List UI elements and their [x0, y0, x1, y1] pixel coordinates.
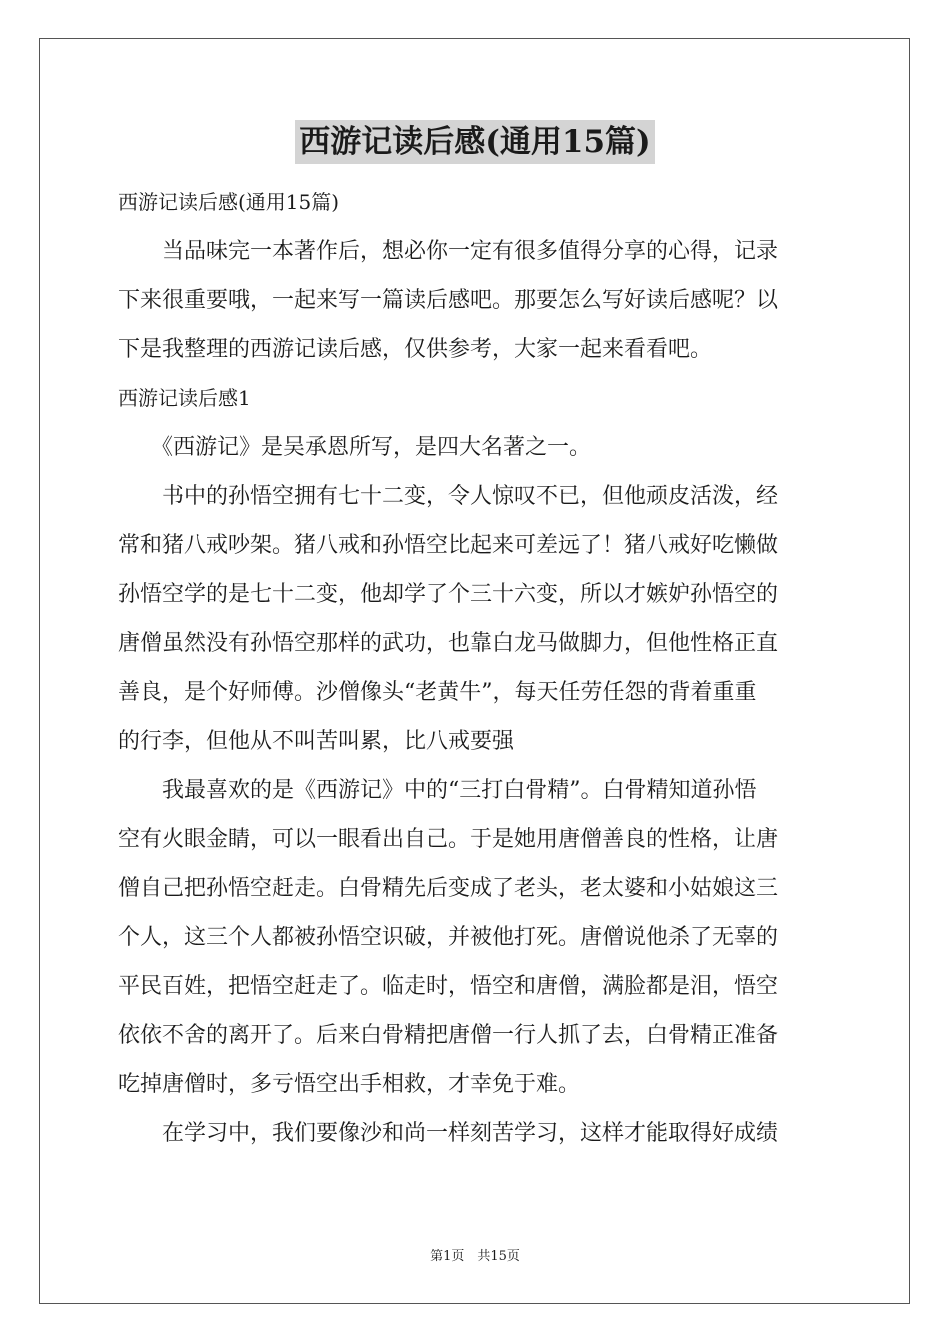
text-line: 《西游记》是吴承恩所写，是四大名著之一。: [118, 435, 592, 460]
document-body: [118, 178, 832, 1158]
page-footer: 第1页 共15页: [430, 1249, 520, 1264]
text-line: 吃掉唐僧时，多亏悟空出手相救，才幸免于难。: [118, 1072, 581, 1097]
text-line: 平民百姓，把悟空赶走了。临走时，悟空和唐僧，满脸都是泪，悟空: [118, 974, 779, 999]
text-line: 僧自己把孙悟空赶走。白骨精先后变成了老头，老太婆和小姑娘这三: [118, 876, 779, 901]
text-line: 下来很重要哦，一起来写一篇读后感吧。那要怎么写好读后感呢？以: [118, 288, 779, 313]
text-line: 个人，这三个人都被孙悟空识破，并被他打死。唐僧说他杀了无辜的: [118, 925, 779, 950]
text-line: 依依不舍的离开了。后来白骨精把唐僧一行人抓了去，白骨精正准备: [118, 1023, 779, 1048]
text-line: 常和猪八戒吵架。猪八戒和孙悟空比起来可差远了！猪八戒好吃懒做: [118, 533, 779, 558]
text-line: 孙悟空学的是七十二变，他却学了个三十六变，所以才嫉妒孙悟空的: [118, 582, 779, 607]
text-line: 空有火眼金睛，可以一眼看出自己。于是她用唐僧善良的性格，让唐: [118, 827, 779, 852]
text-line: 唐僧虽然没有孙悟空那样的武功，也靠白龙马做脚力，但他性格正直: [118, 631, 779, 656]
title-wrap: [0, 120, 950, 164]
text-line: 我最喜欢的是《西游记》中的“三打白骨精”。白骨精知道孙悟: [118, 778, 757, 803]
text-line: 善良，是个好师傅。沙僧像头“老黄牛”，每天任劳任怨的背着重重: [118, 680, 757, 705]
subtitle-line: 西游记读后感(通用15篇): [118, 190, 340, 214]
document-title: 西游记读后感(通用15篇): [295, 120, 654, 164]
text-line: 的行李，但他从不叫苦叫累，比八戒要强: [118, 729, 515, 754]
text-line: 书中的孙悟空拥有七十二变，令人惊叹不已，但他顽皮活泼，经: [118, 484, 779, 509]
text-line: 下是我整理的西游记读后感，仅供参考，大家一起来看看吧。: [118, 337, 713, 362]
text-line: 在学习中，我们要像沙和尚一样刻苦学习，这样才能取得好成绩: [118, 1121, 779, 1146]
section-heading: 西游记读后感1: [118, 386, 251, 410]
text-line: 当品味完一本著作后，想必你一定有很多值得分享的心得，记录: [118, 239, 779, 264]
